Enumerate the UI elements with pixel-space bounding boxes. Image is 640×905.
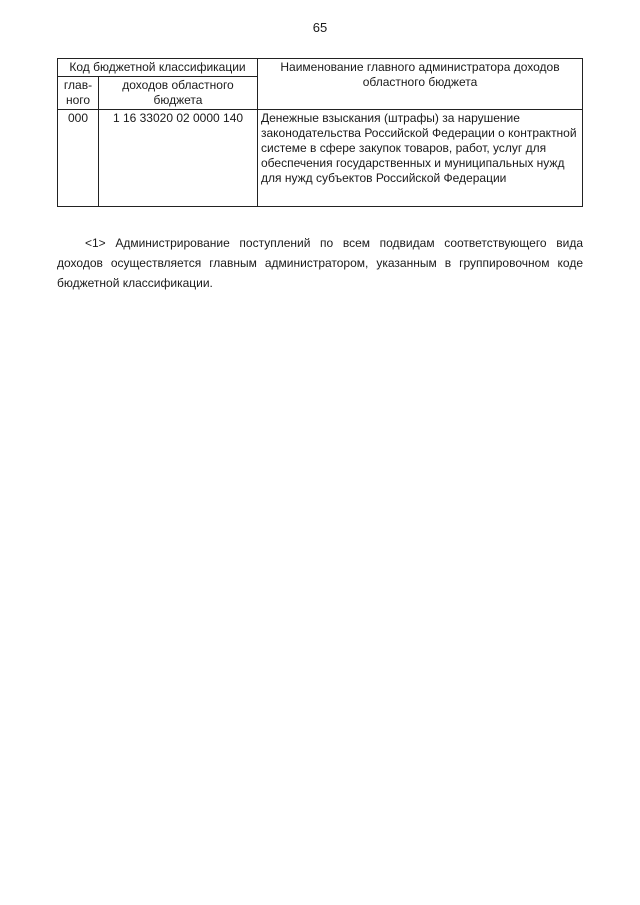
page-number: 65 bbox=[312, 20, 328, 35]
header-admin-name: Наименование главного администратора доходов областного бюджета bbox=[258, 59, 583, 110]
cell-income-code: 1 16 33020 02 0000 140 bbox=[99, 110, 258, 207]
header-code-group: Код бюджетной классификации bbox=[58, 59, 258, 77]
budget-classification-table bbox=[57, 58, 583, 207]
cell-admin-name: Денежные взыскания (штрафы) за нарушение законодательства Российской Федерации о контрактной системе в сфере закупок товаров, работ, услуг для обеспечения государственных и муниципальных нужд для нужд субъектов Российской Федерации bbox=[258, 110, 583, 207]
header-main-admin: глав-ного bbox=[58, 77, 99, 110]
table-row bbox=[58, 110, 583, 207]
header-income: доходов областного бюджета bbox=[99, 77, 258, 110]
footnote: <1> Администрирование поступлений по всем подвидам соответствующего вида доходов осуществляется главным администратором, указанным в группировочном коде бюджетной классификации. bbox=[57, 236, 583, 290]
cell-main-code: 000 bbox=[58, 110, 99, 207]
table-header-row bbox=[58, 59, 583, 77]
